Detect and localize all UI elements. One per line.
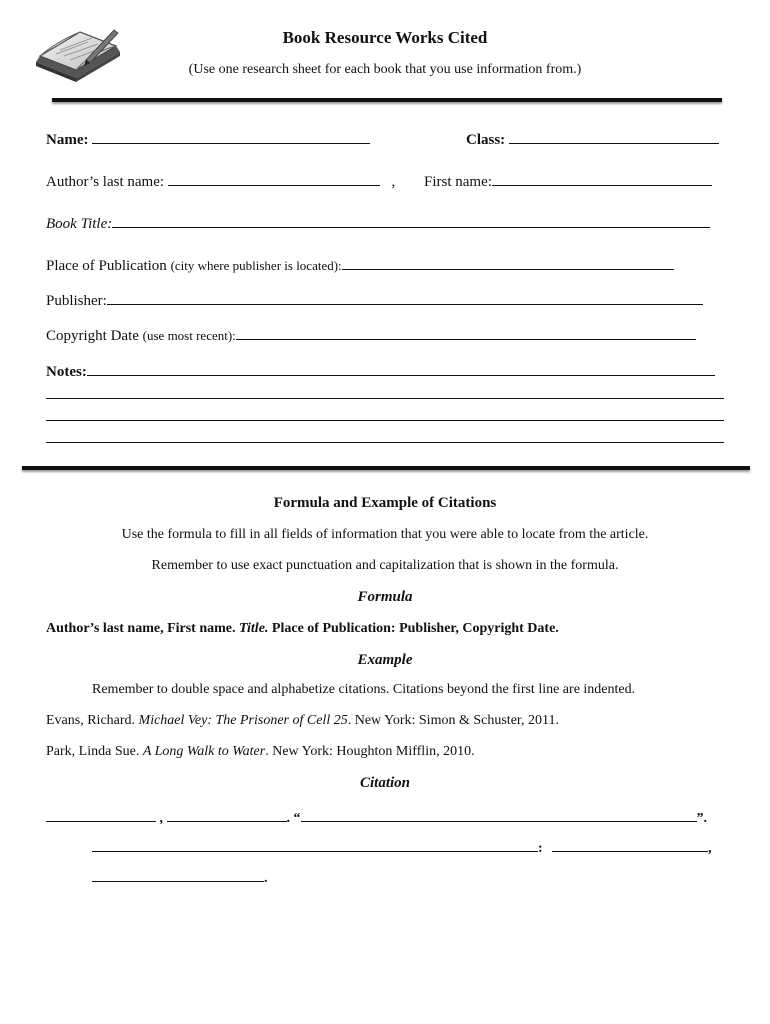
copyright-field[interactable]: [236, 324, 696, 340]
citation-first-name-field[interactable]: [167, 806, 287, 822]
author-row: [46, 170, 395, 191]
example2-title: A Long Walk to Water: [142, 744, 266, 759]
author-comma: ,: [391, 174, 396, 190]
name-label: Name:: [46, 132, 89, 148]
place-label: Place of Publication: [46, 258, 167, 274]
notes-line-2[interactable]: [46, 398, 724, 399]
place-hint: (city where publisher is located):: [170, 258, 342, 273]
citation-title-field[interactable]: [301, 806, 697, 822]
publisher-field[interactable]: [107, 289, 703, 305]
instruction-1: Use the formula to fill in all fields of information that you were able to locate from the article.: [121, 527, 649, 542]
example-note: Remember to double space and alphabetize citations. Citations beyond the first line are indented.: [92, 682, 636, 697]
publisher-label: Publisher:: [46, 293, 107, 309]
citation-date-field[interactable]: [92, 866, 264, 882]
example1-author: Evans, Richard.: [46, 713, 136, 728]
first-name-field[interactable]: [492, 170, 712, 186]
example2-author: Park, Linda Sue.: [46, 744, 140, 759]
citation-comma: ,: [156, 811, 163, 826]
page-title: Book Resource Works Cited: [282, 28, 488, 47]
formula-title: Title.: [239, 621, 269, 636]
example-citation-2: [46, 744, 475, 760]
formula-part1: Author’s last name, First name.: [46, 621, 236, 636]
notes-field[interactable]: [87, 360, 715, 376]
example-citation-1: [46, 713, 559, 729]
place-row: [46, 254, 674, 275]
notes-row: [46, 360, 715, 381]
copyright-label: Copyright Date: [46, 328, 139, 344]
formula-part2: Place of Publication: Publisher, Copyright Date.: [271, 621, 559, 636]
citation-last-name-field[interactable]: [46, 806, 156, 822]
notes-line-4[interactable]: [46, 442, 724, 443]
name-field[interactable]: [92, 128, 370, 144]
citation-colon: :: [538, 841, 543, 856]
citation-heading: Citation: [359, 775, 411, 791]
notes-line-3[interactable]: [46, 420, 724, 421]
example-heading: Example: [357, 652, 413, 668]
formula-line: [46, 621, 559, 637]
citation-period: .: [264, 871, 268, 886]
top-divider: [52, 98, 722, 102]
example2-rest: . New York: Houghton Mifflin, 2010.: [265, 744, 475, 759]
book-title-row: [46, 212, 710, 233]
author-last-label: Author’s last name:: [46, 174, 165, 190]
class-row: [466, 128, 719, 149]
formula-heading: Formula: [357, 589, 413, 605]
middle-divider: [22, 466, 750, 470]
place-field[interactable]: [342, 254, 674, 270]
first-name-row: [424, 170, 712, 191]
author-last-field[interactable]: [168, 170, 380, 186]
first-name-label: First name:: [424, 174, 492, 190]
copyright-hint: (use most recent):: [142, 328, 236, 343]
citation-place-field[interactable]: [92, 836, 538, 852]
book-title-field[interactable]: [112, 212, 710, 228]
formula-section-heading: Formula and Example of Citations: [273, 495, 497, 511]
instruction-2: Remember to use exact punctuation and capitalization that is shown in the formula.: [151, 558, 619, 573]
page-subtitle: (Use one research sheet for each book that you use information from.): [188, 62, 582, 77]
example1-rest: . New York: Simon & Schuster, 2011.: [347, 713, 559, 728]
class-field[interactable]: [509, 128, 719, 144]
notes-label: Notes:: [46, 364, 87, 380]
copyright-row: [46, 324, 696, 345]
publisher-row: [46, 289, 703, 310]
citation-publisher-field[interactable]: [552, 836, 708, 852]
class-label: Class:: [466, 132, 506, 148]
name-row: [46, 128, 370, 149]
citation-end-quote: ”.: [696, 811, 707, 826]
citation-line-2: [92, 836, 712, 857]
book-title-label: Book Title:: [46, 216, 113, 232]
citation-line-1: [46, 806, 707, 827]
example1-title: Michael Vey: The Prisoner of Cell 25: [138, 713, 348, 728]
citation-period-quote: . “: [286, 811, 301, 826]
citation-comma-2: ,: [708, 841, 712, 856]
citation-line-3: [92, 866, 268, 887]
